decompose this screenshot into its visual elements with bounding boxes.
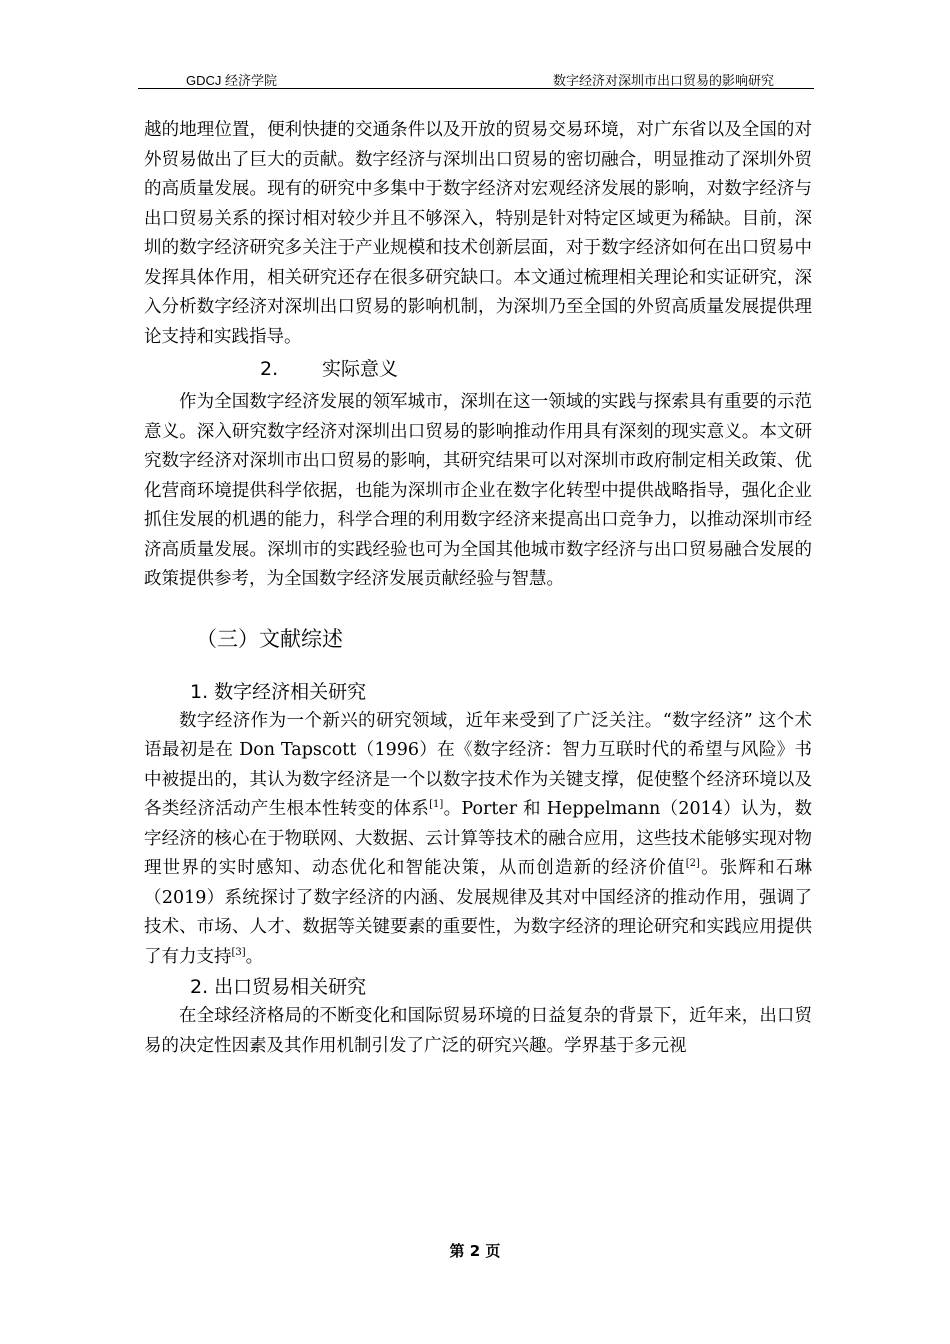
digital-economy-paragraph	[144, 707, 812, 973]
page-header	[138, 68, 814, 89]
citation-3: [3]	[231, 946, 246, 958]
heading-practical-significance	[144, 354, 812, 384]
page-number: 第 2 页	[449, 1242, 501, 1260]
header-paper-title: 数字经济对深圳市出口贸易的影响研究	[552, 73, 774, 88]
paragraph-text: 。张辉和石琳（2019）系统探讨了数字经济的内涵、发展规律及其对中国经济的推动作用，强调了技术、市场、人才、数据等关键要素的重要性，为数字经济的理论研究和实践应用提供了有力支持	[144, 858, 813, 967]
page-body	[144, 116, 812, 1061]
paragraph-text: 数字经济作为一个新兴的研究领域，近年来受到了广泛关注。“数字经济” 这个术语最初是在 Don Tapscott（1996）在《数字经济：智力互联时代的希望与风险》书中被提出的，其认为数字经济是一个以数字技术作为关键支撑，促使整个经济环境以及各类经济活动产生根本性转变的体系	[144, 710, 812, 819]
citation-1: [1]	[429, 799, 444, 811]
header-institution: GDCJ 经济学院	[186, 73, 278, 88]
heading-export-trade-research: 2. 出口贸易相关研究	[190, 976, 367, 998]
citation-2: [2]	[685, 858, 700, 870]
intro-paragraph: 越的地理位置，便利快捷的交通条件以及开放的贸易交易环境，对广东省以及全国的对外贸易做出了巨大的贡献。数字经济与深圳出口贸易的密切融合，明显推动了深圳外贸的高质量发展。现有的研究中多集中于数字经济对宏观经济发展的影响，对数字经济与出口贸易关系的探讨相对较少并且不够深入，特别是针对特定区域更为稀缺。目前，深圳的数字经济研究多关注于产业规模和技术创新层面，对于数字经济如何在出口贸易中发挥具体作用，相关研究还存在很多研究缺口。本文通过梳理相关理论和实证研究，深入分析数字经济对深圳出口贸易的影响机制，为深圳乃至全国的外贸高质量发展提供理论支持和实践指导。	[144, 120, 812, 347]
heading-literature-review: （三）文献综述	[196, 626, 343, 651]
heading-text: 实际意义	[322, 358, 399, 380]
export-trade-paragraph: 在全球经济格局的不断变化和国际贸易环境的日益复杂的背景下，近年来，出口贸易的决定性因素及其作用机制引发了广泛的研究兴趣。学界基于多元视	[144, 1006, 812, 1056]
paragraph-text: 。	[245, 946, 264, 967]
practical-paragraph: 作为全国数字经济发展的领军城市，深圳在这一领域的实践与探索具有重要的示范意义。深入研究数字经济对深圳出口贸易的影响推动作用具有深刻的现实意义。本文研究数字经济对深圳市出口贸易的影响，其研究结果可以对深圳市政府制定相关政策、优化营商环境提供科学依据，也能为深圳市企业在数字化转型中提供战略指导，强化企业抓住发展的机遇的能力，科学合理的利用数字经济来提高出口竞争力，以推动深圳市经济高质量发展。深圳市的实践经验也可为全国其他城市数字经济与出口贸易融合发展的政策提供参考，为全国数字经济发展贡献经验与智慧。	[144, 392, 812, 589]
paragraph-text: 。Porter 和 Heppelmann（2014）认为，数字经济的核心在于物联网、大数据、云计算等技术的融合应用，这些技术能够实现对物理世界的实时感知、动态优化和智能决策，从而创造新的经济价值	[144, 799, 813, 878]
heading-digital-economy-research: 1. 数字经济相关研究	[190, 680, 367, 703]
heading-number: 2.	[260, 358, 279, 380]
